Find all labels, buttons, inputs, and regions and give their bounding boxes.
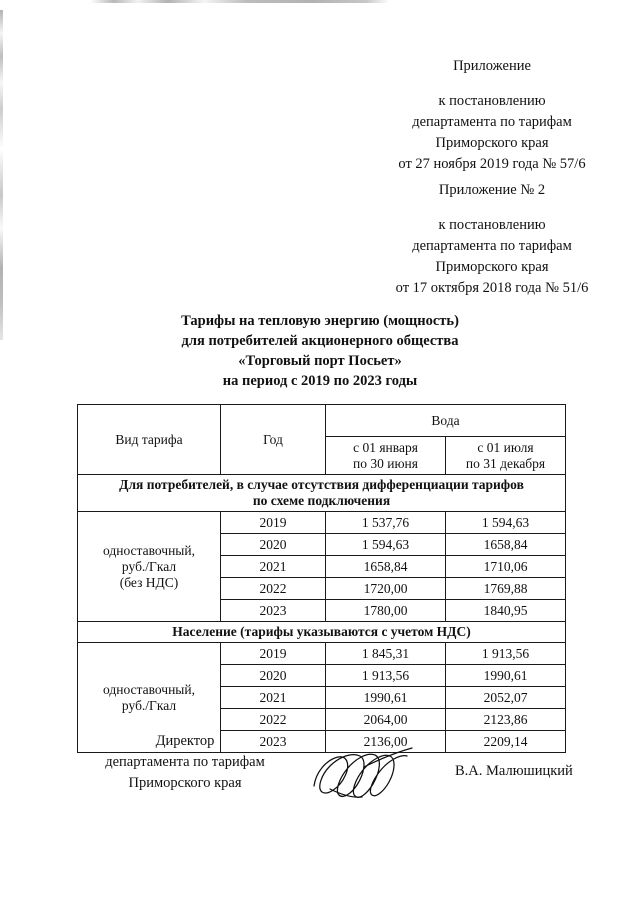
cell-year: 2021 [221,556,326,578]
header-period-1-line-2: по 30 июня [353,455,418,471]
cell-period-2: 1710,06 [446,556,566,578]
doc-title-line-2: для потребителей акционерного общества [181,333,459,349]
appendix-2-line-2: департамента по тарифам [412,238,572,254]
cell-period-1: 1658,84 [326,556,446,578]
header-cell-period-1 [326,437,446,475]
scan-artifact-left [0,10,3,340]
signatory-position [60,731,310,794]
cell-period-1: 1 537,76 [326,512,446,534]
cell-period-2: 1 913,56 [446,643,566,665]
cell-year: 2023 [221,600,326,622]
cell-period-1: 2064,00 [326,709,446,731]
doc-title-line-1: Тарифы на тепловую энергию (мощность) [181,313,459,329]
header-period-1-line-1: с 01 января [353,439,418,455]
table-row [78,643,566,665]
scan-artifact-top [90,0,390,3]
cell-period-2: 1990,61 [446,665,566,687]
header-cell-period-2 [446,437,566,475]
appendix-2-line-3: Приморского края [435,259,549,275]
appendix-reference-1 [372,56,612,175]
cell-period-1: 2136,00 [326,731,446,753]
appendix-1-line-3: Приморского края [435,135,549,151]
table-header-row-main [78,405,566,437]
cell-period-2: 2052,07 [446,687,566,709]
signatory-name: В.А. Малюшицкий [455,763,573,779]
cell-period-1: 1 845,31 [326,643,446,665]
handwritten-signature-icon [312,742,428,808]
cell-period-2: 1 594,63 [446,512,566,534]
cell-year: 2023 [221,731,326,753]
header-period-2-line-2: по 31 декабря [465,455,546,471]
doc-title-line-3: «Торговый порт Посьет» [238,353,402,369]
cell-period-1: 1 594,63 [326,534,446,556]
header-cell-year: Год [221,405,326,475]
group-1-header-line-1: Для потребителей, в случае отсутствия дифференциации тарифов [119,477,524,492]
group-2-kind-line-2: руб./Гкал [121,697,177,713]
group-1-kind-line-1: одноставочный, [103,542,195,558]
cell-period-2: 1658,84 [446,534,566,556]
doc-title-line-4: на период с 2019 по 2023 годы [222,373,418,389]
page-title [70,311,570,391]
group-1-kind-line-3: (без НДС) [119,574,179,590]
tariff-table [77,404,566,753]
cell-period-1: 1 913,56 [326,665,446,687]
header-cell-kind: Вид тарифа [78,405,221,475]
cell-year: 2020 [221,534,326,556]
appendix-2-title: Приложение № 2 [438,182,546,198]
cell-period-2: 1769,88 [446,578,566,600]
appendix-2-line-1: к постановлению [438,217,546,233]
cell-period-1: 1990,61 [326,687,446,709]
signatory-position-line-1: Директор [155,733,215,749]
appendix-1-title: Приложение [453,58,531,74]
appendix-1-line-2: департамента по тарифам [412,114,572,130]
cell-period-2: 2123,86 [446,709,566,731]
cell-year: 2019 [221,643,326,665]
table-group-header-row [78,622,566,643]
group-2-kind-line-1: одноставочный, [103,681,195,697]
group-header-cell-2: Население (тарифы указываются с учетом НДС) [78,622,566,643]
group-1-kind-cell [78,512,221,622]
appendix-2-line-4: от 17 октября 2018 года № 51/6 [395,280,589,296]
signatory-position-line-2: департамента по тарифам [105,754,265,770]
cell-period-1: 1720,00 [326,578,446,600]
appendix-1-line-4: от 27 ноября 2019 года № 57/6 [398,156,586,172]
header-period-2-line-1: с 01 июля [477,439,534,455]
appendix-1-line-1: к постановлению [438,93,546,109]
cell-year: 2021 [221,687,326,709]
cell-year: 2022 [221,709,326,731]
table-row [78,512,566,534]
signatory-position-line-3: Приморского края [128,775,242,791]
group-1-header-line-2: по схеме подключения [252,493,391,508]
group-header-cell-1 [78,475,566,512]
cell-period-2: 2209,14 [446,731,566,753]
cell-period-2: 1840,95 [446,600,566,622]
group-1-kind-line-2: руб./Гкал [121,558,177,574]
cell-period-1: 1780,00 [326,600,446,622]
cell-year: 2020 [221,665,326,687]
appendix-reference-2 [372,180,612,299]
table-group-header-row [78,475,566,512]
cell-year: 2022 [221,578,326,600]
cell-year: 2019 [221,512,326,534]
header-cell-water: Вода [326,405,566,437]
